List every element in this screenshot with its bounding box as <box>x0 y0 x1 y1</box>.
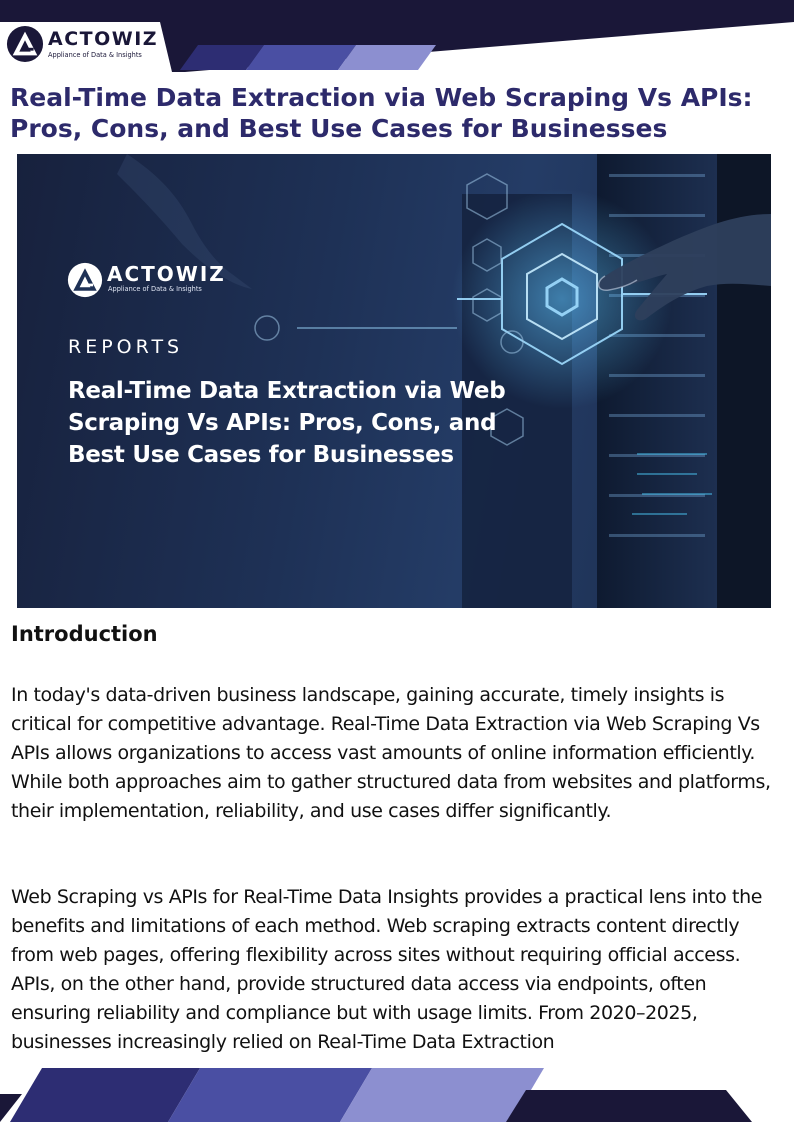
hero-reports-label: REPORTS <box>68 336 184 358</box>
brand-logo[interactable] <box>0 0 200 72</box>
hero-brand-tagline: Appliance of Data & Insights <box>108 285 202 293</box>
actowiz-logo-icon <box>6 24 44 64</box>
hero-brand-name: ACTOWIZ <box>107 262 226 286</box>
brand-name: ACTOWIZ <box>48 28 159 50</box>
introduction-heading: Introduction <box>11 622 158 646</box>
hero-actowiz-logo-icon <box>67 262 103 298</box>
hero-title: Real-Time Data Extraction via Web Scraping Vs APIs: Pros, Cons, and Best Use Cases for Businesses <box>68 378 506 468</box>
hero-banner <box>17 154 771 608</box>
intro-paragraph-1: In today's data-driven business landscape, gaining accurate, timely insights is critical for competitive advantage. Real-Time Data Extraction via Web Scraping Vs APIs allows organizations to access vast amounts of online information efficiently. While both approaches aim to gather structured data from websites and platforms, their implementation, reliability, and use cases differ significantly. <box>11 684 771 822</box>
page-title: Real-Time Data Extraction via Web Scraping Vs APIs: Pros, Cons, and Best Use Cases for Businesses <box>10 83 753 143</box>
intro-paragraph-2: Web Scraping vs APIs for Real-Time Data Insights provides a practical lens into the benefits and limitations of each method. Web scraping extracts content directly from web pages, offering flexibility across sites without requiring official access. APIs, on the other hand, provide structured data access via endpoints, often ensuring reliability and compliance but with usage limits. From 2020–2025, businesses increasingly relied on Real-Time Data Extraction <box>11 886 763 1053</box>
brand-tagline: Appliance of Data & Insights <box>48 51 142 59</box>
footer-decorative-bands <box>0 1068 794 1122</box>
